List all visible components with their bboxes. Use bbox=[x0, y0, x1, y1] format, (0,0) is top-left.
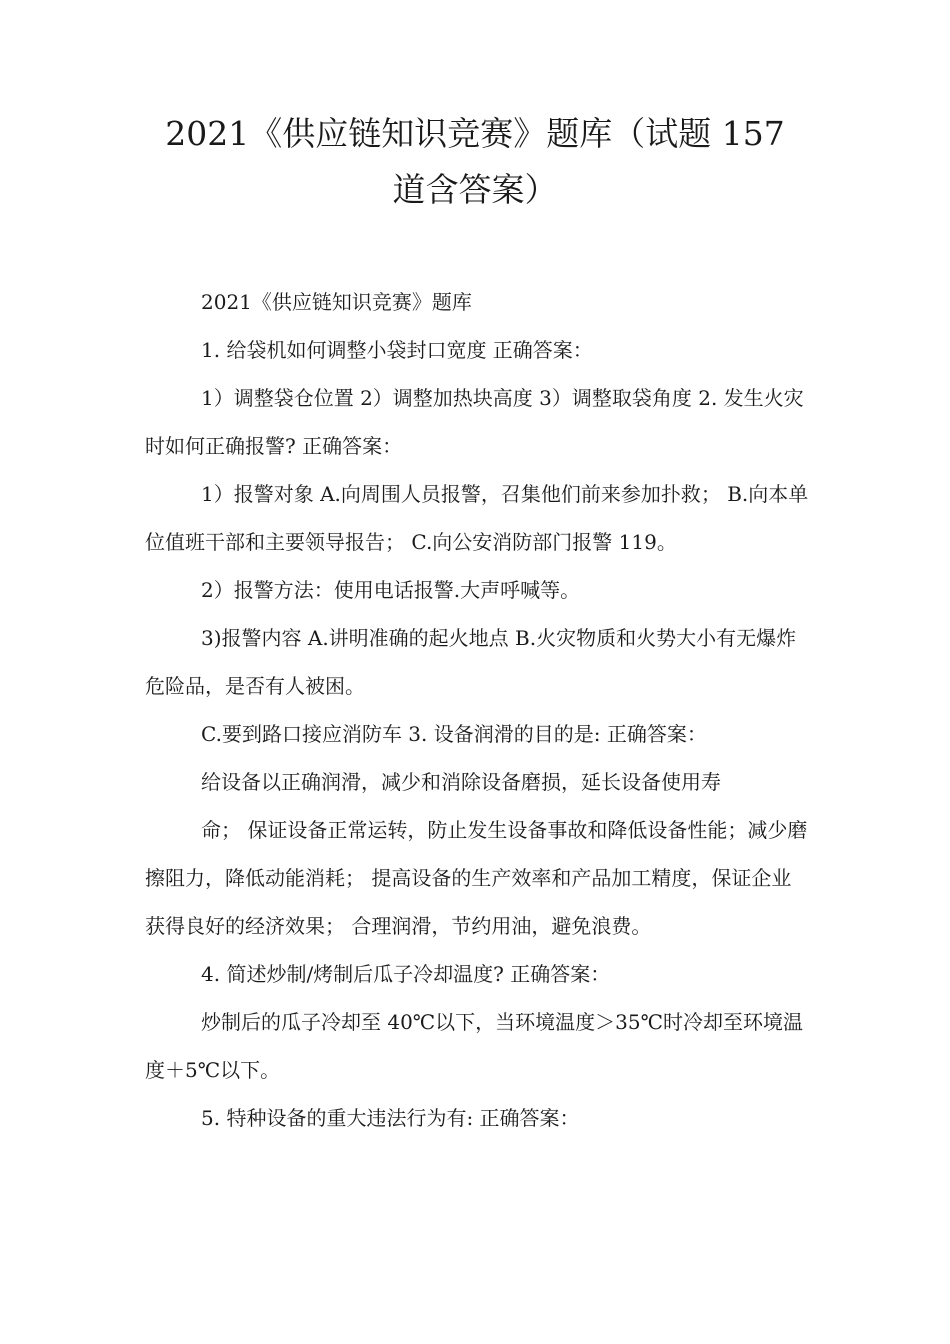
document-title bbox=[140, 106, 810, 218]
paragraph-question-4: 4. 简述炒制/烤制后瓜子冷却温度? 正确答案： bbox=[201, 962, 611, 986]
paragraph-answer-2b: 2）报警方法：使用电话报警.大声呼喊等。 bbox=[201, 578, 581, 602]
paragraph-question-5: 5. 特种设备的重大违法行为有: 正确答案： bbox=[201, 1106, 580, 1130]
paragraph-answer-2a: 1）报警对象 A.向周围人员报警，召集他们前来参加扑救； B.向本单位值班干部和主要领导报告； C.向公安消防部门报警 119。 bbox=[145, 482, 809, 554]
paragraph-answer-1: 1）调整袋仓位置 2）调整加热块高度 3）调整取袋角度 2. 发生火灾时如何正确报警? 正确答案： bbox=[145, 386, 804, 458]
paragraph-answer-4: 炒制后的瓜子冷却至 40℃以下，当环境温度＞35℃时冷却至环境温度＋5℃以下。 bbox=[145, 1010, 804, 1082]
paragraph-answer-3b: 命； 保证设备正常运转，防止发生设备事故和降低设备性能；减少磨擦阻力，降低动能消耗； 提高设备的生产效率和产品加工精度，保证企业获得良好的经济效果； 合理润滑，节约用油，避免浪费。 bbox=[145, 818, 808, 938]
paragraph-question-3: C.要到路口接应消防车 3. 设备润滑的目的是: 正确答案： bbox=[201, 722, 707, 746]
document-body bbox=[145, 278, 809, 1142]
paragraph-subtitle: 2021《供应链知识竞赛》题库 bbox=[201, 290, 472, 314]
paragraph-answer-3a: 给设备以正确润滑，减少和消除设备磨损，延长设备使用寿 bbox=[201, 770, 721, 794]
title-line-2: 道含答案） bbox=[392, 170, 558, 209]
paragraph-question-1: 1. 给袋机如何调整小袋封口宽度 正确答案： bbox=[201, 338, 593, 362]
paragraph-answer-2c: 3)报警内容 A.讲明准确的起火地点 B.火灾物质和火势大小有无爆炸危险品，是否有人被困。 bbox=[145, 626, 797, 698]
title-line-1: 2021《供应链知识竞赛》题库（试题 157 bbox=[165, 114, 785, 153]
